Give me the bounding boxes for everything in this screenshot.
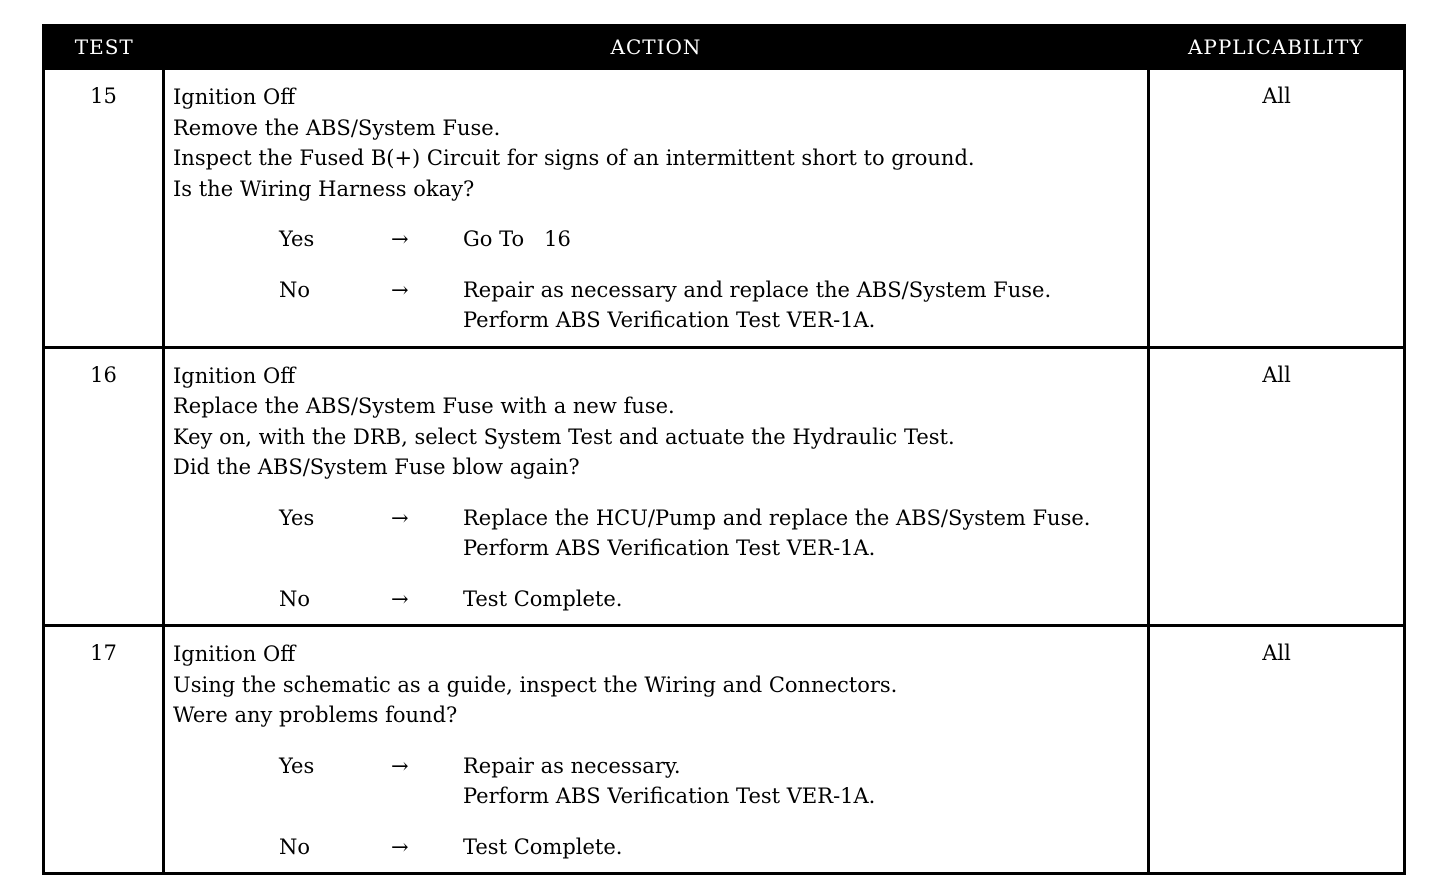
result-text: Perform ABS Verification Test VER-1A. — [463, 308, 876, 332]
table-row — [44, 69, 1405, 348]
test-number: 17 — [44, 626, 164, 874]
step-text: Is the Wiring Harness okay? — [173, 176, 475, 201]
applicability-cell: All — [1149, 347, 1405, 626]
result-text: Go To 16 — [463, 227, 571, 251]
answer-label: Yes — [279, 505, 315, 530]
applicability-cell: All — [1149, 69, 1405, 348]
step-text: Were any problems found? — [173, 703, 458, 727]
step-text: Did the ABS/System Fuse blow again? — [173, 455, 580, 479]
result-text: Perform ABS Verification Test VER-1A. — [463, 536, 876, 560]
test-number: 15 — [44, 69, 164, 348]
diagnostic-test-table — [42, 24, 1406, 875]
outcome-yes — [173, 751, 1147, 812]
result-text: Test Complete. — [463, 586, 623, 611]
arrow-right-icon: → — [391, 277, 409, 302]
step-text: Ignition Off — [173, 85, 296, 109]
result-text: Repair as necessary. — [463, 753, 681, 778]
outcome-result — [463, 584, 1147, 615]
step-text: Replace the ABS/System Fuse with a new fuse. — [173, 394, 675, 418]
step-text: Remove the ABS/System Fuse. — [173, 115, 501, 140]
action-cell — [164, 626, 1149, 874]
step-text: Ignition Off — [173, 642, 296, 666]
outcome-yes — [173, 224, 1147, 255]
answer-label: No — [279, 586, 311, 611]
answer-label: Yes — [279, 753, 315, 778]
outcome-no — [173, 275, 1147, 336]
result-text: Test Complete. — [463, 834, 623, 859]
step-text: Key on, with the DRB, select System Test and actuate the Hydraulic Test. — [173, 424, 955, 449]
outcome-no — [173, 832, 1147, 863]
answer-label: Yes — [279, 227, 315, 251]
outcome-result — [463, 275, 1147, 336]
table-row — [44, 626, 1405, 874]
answer-label: No — [279, 834, 311, 859]
action-cell — [164, 347, 1149, 626]
outcome-result — [463, 224, 1147, 255]
header-test: TEST — [44, 26, 164, 69]
outcome-result — [463, 751, 1147, 812]
arrow-right-icon: → — [391, 753, 409, 778]
outcome-no — [173, 584, 1147, 615]
arrow-right-icon: → — [391, 505, 409, 530]
test-number: 16 — [44, 347, 164, 626]
result-text: Replace the HCU/Pump and replace the ABS/System Fuse. — [463, 505, 1091, 530]
step-text: Ignition Off — [173, 363, 296, 388]
step-text: Inspect the Fused B(+) Circuit for signs of an intermittent short to ground. — [173, 146, 975, 170]
arrow-right-icon: → — [391, 586, 409, 611]
applicability-cell: All — [1149, 626, 1405, 874]
outcome-result — [463, 503, 1147, 564]
table-row — [44, 347, 1405, 626]
step-text: Using the schematic as a guide, inspect the Wiring and Connectors. — [173, 672, 898, 697]
answer-label: No — [279, 277, 311, 302]
header-action: ACTION — [164, 26, 1149, 69]
outcome-result — [463, 832, 1147, 863]
result-text: Repair as necessary and replace the ABS/System Fuse. — [463, 277, 1052, 302]
outcome-yes — [173, 503, 1147, 564]
header-applicability: APPLICABILITY — [1149, 26, 1405, 69]
arrow-right-icon: → — [391, 834, 409, 859]
table-header — [44, 26, 1405, 69]
action-cell — [164, 69, 1149, 348]
result-text: Perform ABS Verification Test VER-1A. — [463, 784, 876, 808]
arrow-right-icon: → — [391, 227, 409, 251]
